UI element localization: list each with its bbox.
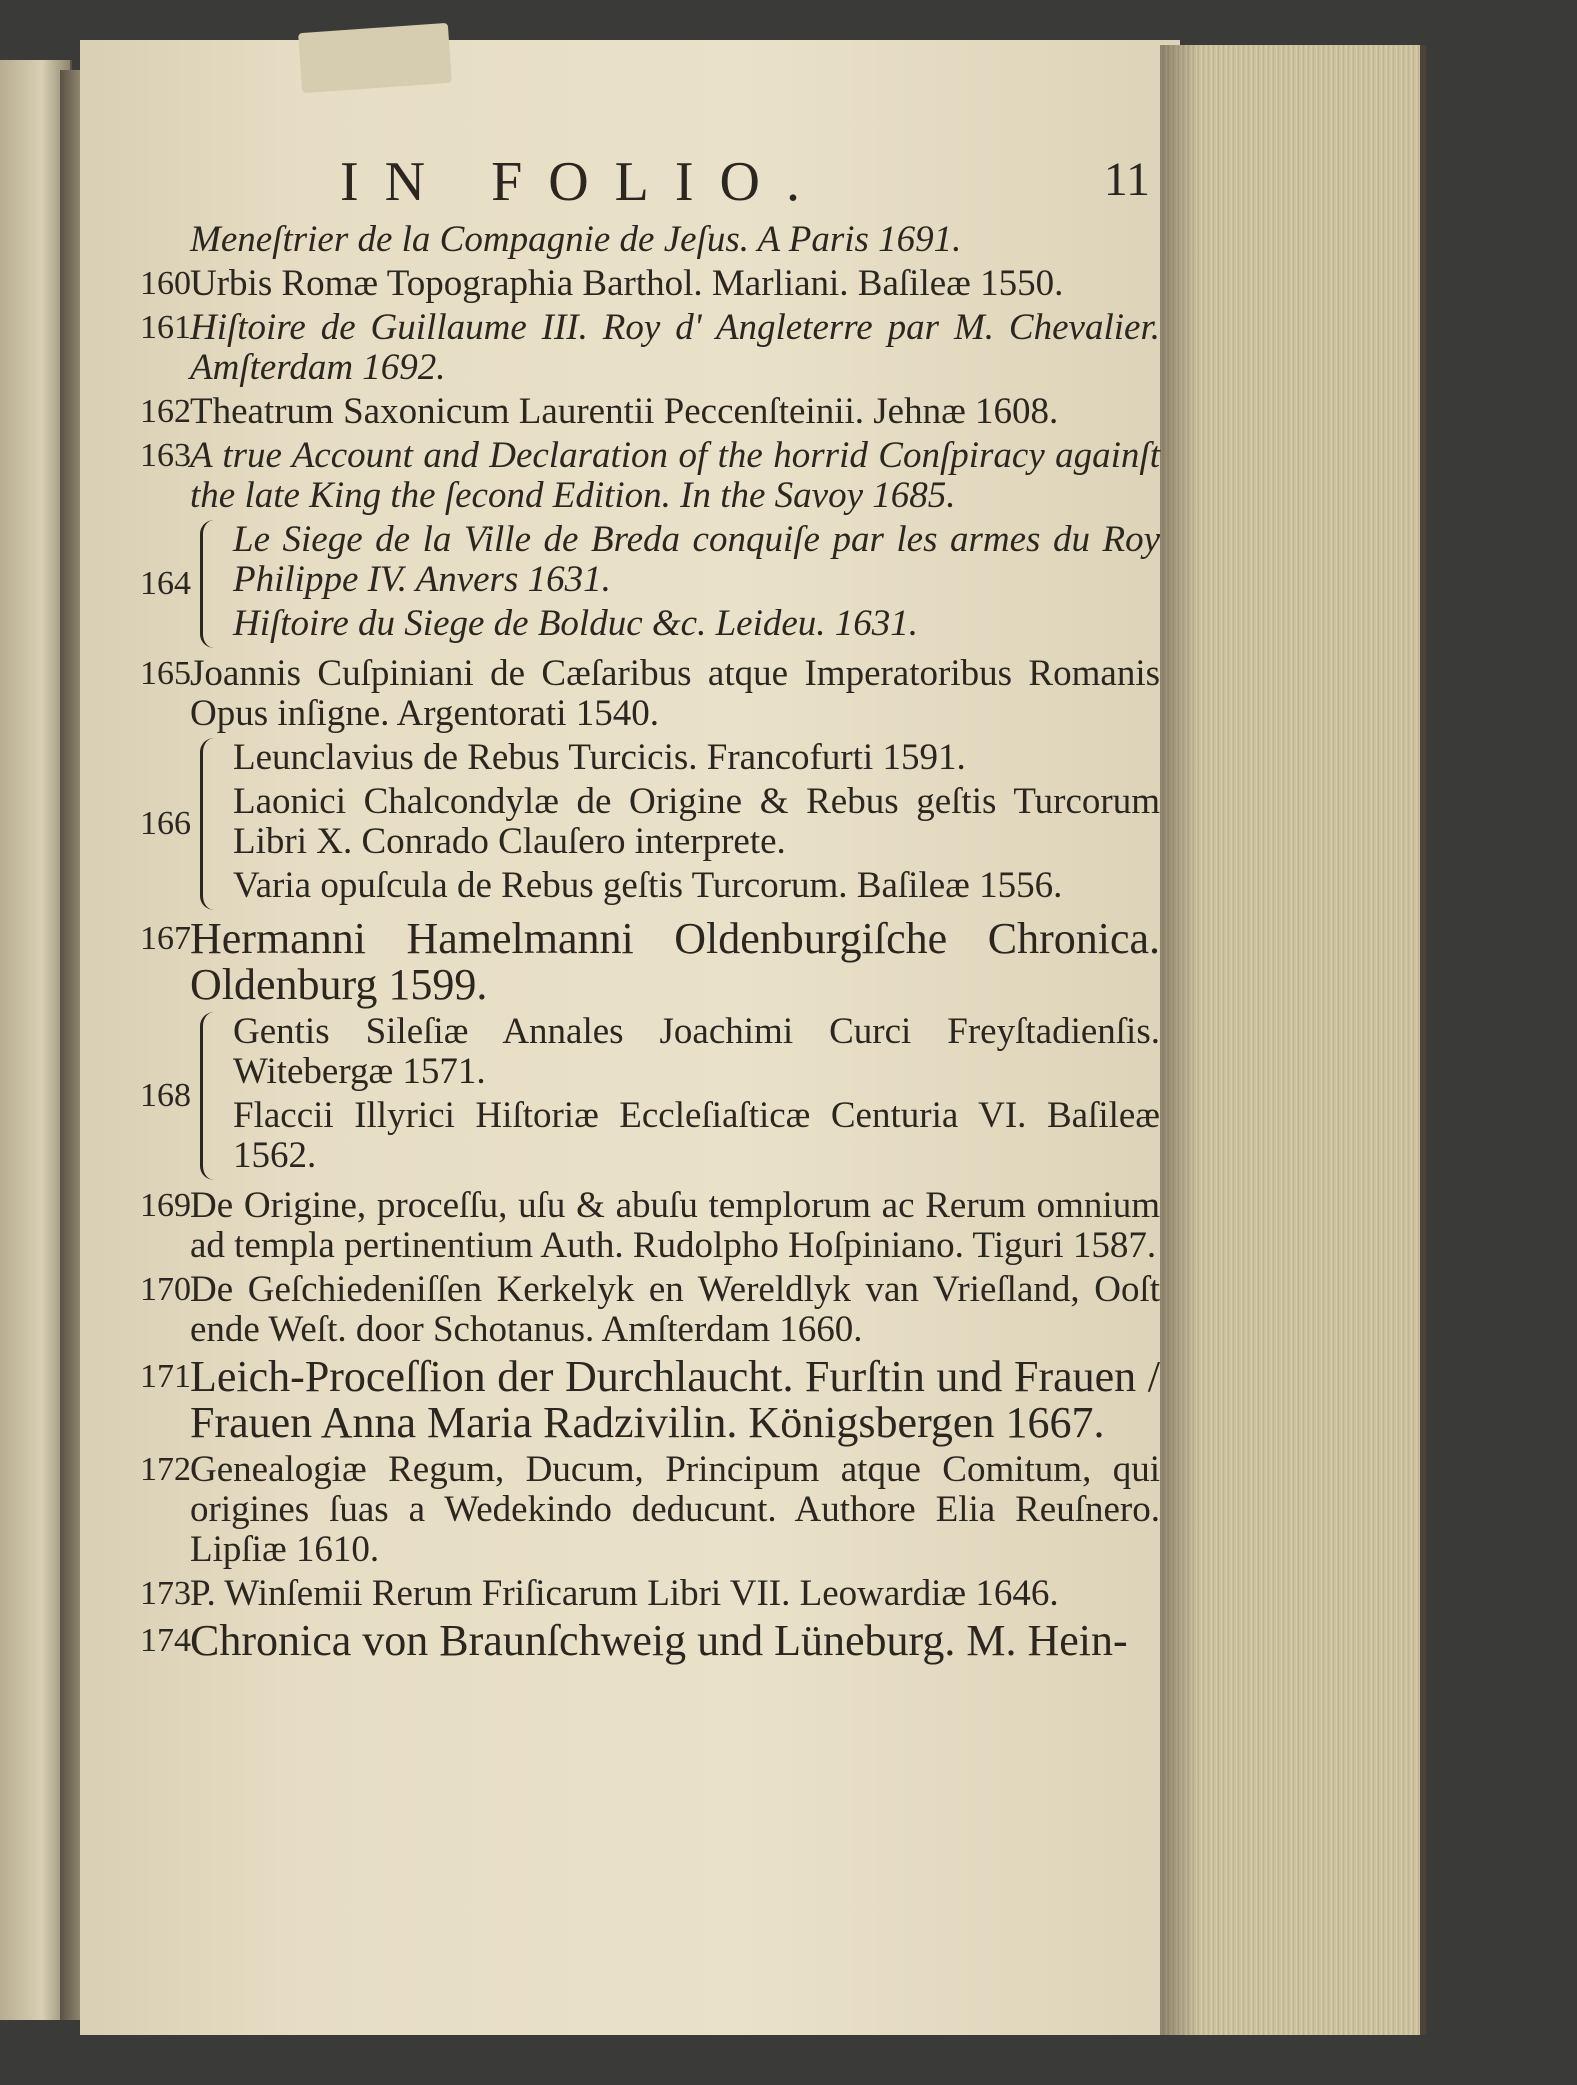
entry-item: Le Siege de la Ville de Breda conquiſe par les armes du Roy Philippe IV. Anvers 1631. <box>233 519 1160 600</box>
curly-brace <box>200 520 221 648</box>
catalog-entry-166 <box>140 738 1160 910</box>
page-text <box>140 150 1160 1668</box>
catalog-entry-169 <box>140 1186 1160 1266</box>
catalog-entry-168 <box>140 1012 1160 1180</box>
entry-number: 167 <box>140 920 191 957</box>
page-header <box>140 150 1160 220</box>
entry-item: Laonici Chalcondylæ de Origine & Rebus geſtis Turcorum Libri X. Conrado Clauſero interprete. <box>233 781 1160 862</box>
entry-text: P. Winſemii Rerum Friſicarum Libri VII. Leowardiæ 1646. <box>190 1573 1059 1614</box>
entry-item: Leunclavius de Rebus Turcicis. Francofurti 1591. <box>233 737 966 778</box>
entry-number: 168 <box>140 1077 191 1114</box>
catalog-entry-159-continued <box>140 220 1160 260</box>
entry-number: 161 <box>140 309 191 346</box>
catalog-entry-171 <box>140 1354 1160 1446</box>
catalog-entry-165 <box>140 654 1160 734</box>
catalog-entry-162 <box>140 392 1160 432</box>
catalog-entry-161 <box>140 308 1160 388</box>
entry-number: 171 <box>140 1358 191 1395</box>
entry-text: Leich-Proceſſion der Durchlaucht. Furſtin und Frauen / Frauen Anna Maria Radzivilin. Königsbergen 1667. <box>190 1352 1160 1447</box>
entry-text: Joannis Cuſpiniani de Cæſaribus atque Imperatoribus Romanis Opus inſigne. Argentorati 1540. <box>190 653 1160 734</box>
entry-number: 164 <box>140 565 191 602</box>
catalog-entry-173 <box>140 1574 1160 1614</box>
catalog-entry-167 <box>140 916 1160 1008</box>
catalog-entry-170 <box>140 1270 1160 1350</box>
entry-text: Hiſtoire de Guillaume III. Roy d' Angleterre par M. Chevalier. Amſterdam 1692. <box>190 307 1160 388</box>
entry-number: 163 <box>140 437 191 474</box>
entry-number: 160 <box>140 265 191 302</box>
catalog-entry-174 <box>140 1618 1160 1664</box>
running-title: IN FOLIO. <box>340 151 826 213</box>
entry-number: 174 <box>140 1622 191 1659</box>
page-tear <box>298 23 452 93</box>
entry-text: Chronica von Braunſchweig und Lüneburg. M. Hein- <box>190 1616 1128 1665</box>
entry-number: 162 <box>140 393 191 430</box>
curly-brace <box>200 1012 221 1180</box>
page-edge-shadow <box>1160 45 1200 2035</box>
entry-text: De Geſchiedeniſſen Kerkelyk en Wereldlyk van Vrieſland, Ooſt ende Weſt. door Schotanus. Amſterdam 1660. <box>190 1269 1160 1350</box>
entry-item: Gentis Sileſiæ Annales Joachimi Curci Freyſtadienſis. Witebergæ 1571. <box>233 1011 1160 1092</box>
entry-item: Flaccii Illyrici Hiſtoriæ Eccleſiaſticæ Centuria VI. Baſileæ 1562. <box>233 1095 1160 1176</box>
entry-item: Hiſtoire du Siege de Bolduc &c. Leideu. 1631. <box>233 603 919 644</box>
catalog-entry-160 <box>140 264 1160 304</box>
entry-text: De Origine, proceſſu, uſu & abuſu templorum ac Rerum omnium ad templa pertinentium Auth. Rudolpho Hoſpiniano. Tiguri 1587. <box>190 1185 1160 1266</box>
entry-text: Urbis Romæ Topographia Barthol. Marliani. Baſileæ 1550. <box>190 263 1064 304</box>
entry-number: 172 <box>140 1451 191 1488</box>
catalog-entry-163 <box>140 436 1160 516</box>
entry-number: 173 <box>140 1575 191 1612</box>
page-number: 11 <box>1103 153 1150 206</box>
entry-text: A true Account and Declaration of the horrid Conſpiracy againſt the late King the ſecond Edition. In the Savoy 1685. <box>190 435 1160 516</box>
entry-text: Genealogiæ Regum, Ducum, Principum atque Comitum, qui origines ſuas a Wedekindo deducunt. Authore Elia Reuſnero. Lipſiæ 1610. <box>190 1449 1160 1570</box>
catalog-entry-164 <box>140 520 1160 648</box>
entry-number: 169 <box>140 1187 191 1224</box>
entry-number: 165 <box>140 655 191 692</box>
entry-number: 166 <box>140 805 191 842</box>
catalog-entry-172 <box>140 1450 1160 1570</box>
entry-number: 170 <box>140 1271 191 1308</box>
entry-text: Theatrum Saxonicum Laurentii Peccenſteinii. Jehnæ 1608. <box>190 391 1059 432</box>
entry-text: Hermanni Hamelmanni Oldenburgiſche Chronica. Oldenburg 1599. <box>190 914 1160 1009</box>
entry-text: Meneſtrier de la Compagnie de Jeſus. A Paris 1691. <box>190 219 962 260</box>
curly-brace <box>200 738 221 910</box>
entry-item: Varia opuſcula de Rebus geſtis Turcorum. Baſileæ 1556. <box>233 865 1063 906</box>
